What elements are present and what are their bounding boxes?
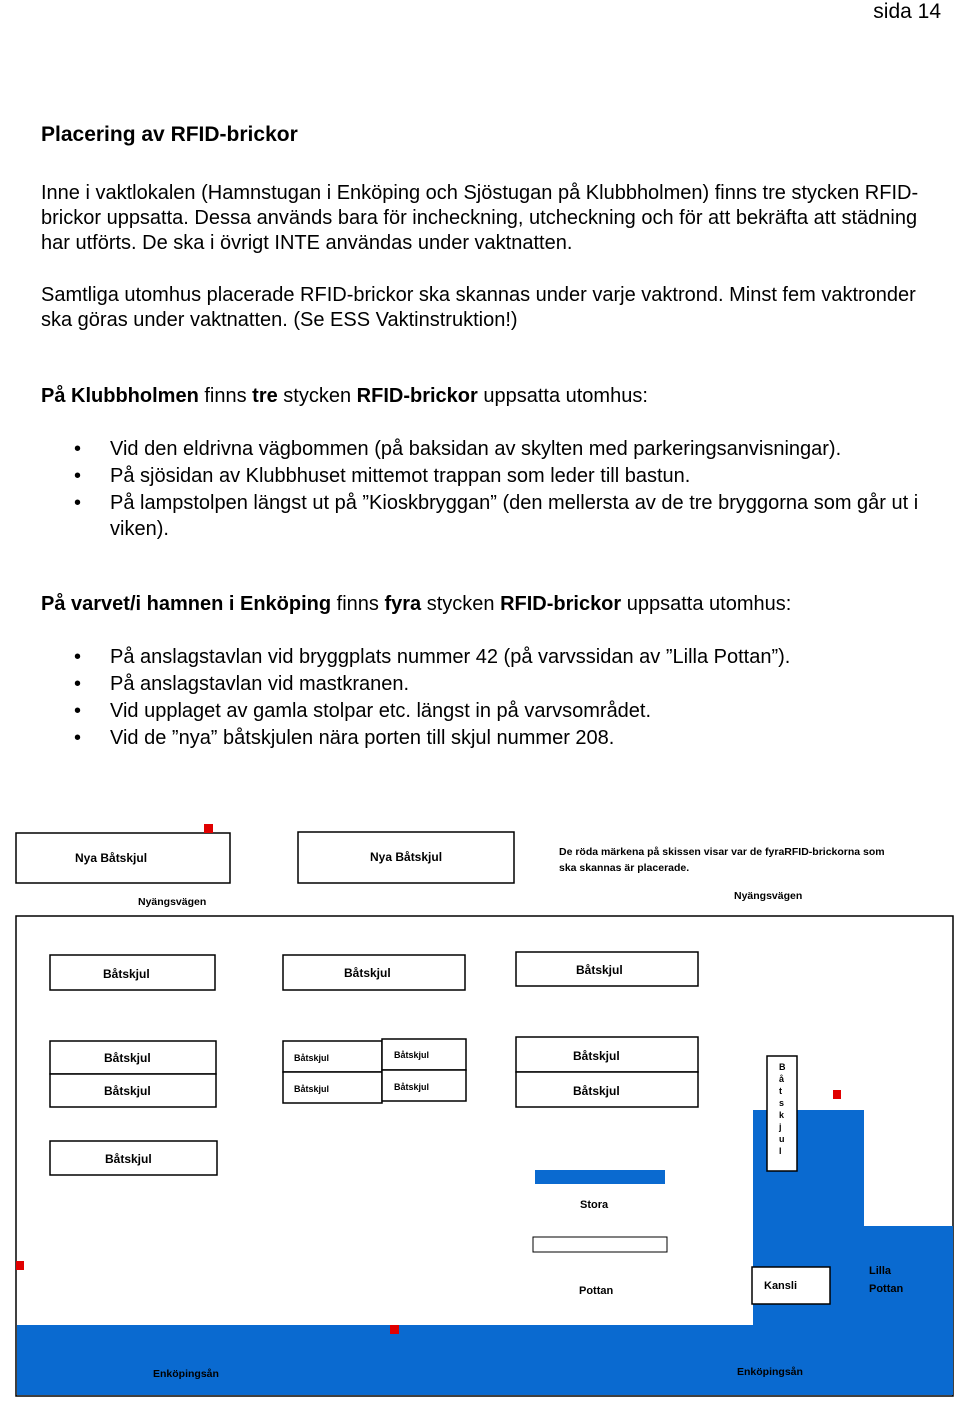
bullet-icon: •	[74, 673, 82, 695]
road-label-left: Nyängsvägen	[138, 896, 207, 908]
batskjul-label: Båtskjul	[344, 966, 391, 980]
bullet-icon: •	[74, 727, 82, 749]
bullet-icon: •	[74, 646, 82, 668]
klubbholmen-list	[41, 436, 940, 543]
intro-text: finns	[198, 385, 253, 407]
batskjul-label: Båtskjul	[104, 1051, 151, 1065]
list-item-text: På sjösidan av Klubbhuset mittemot trappan som leder till bastun.	[110, 465, 691, 487]
intro-text: stycken	[277, 385, 357, 407]
batskjul-label: Båtskjul	[573, 1049, 620, 1063]
list-item-text: På anslagstavlan vid bryggplats nummer 42 (på varvssidan av ”Lilla Pottan”).	[110, 646, 791, 668]
list-item	[41, 698, 940, 724]
list-item-text: På anslagstavlan vid mastkranen.	[110, 673, 410, 695]
bullet-icon: •	[74, 465, 82, 487]
intro-text: uppsatta utomhus:	[621, 593, 792, 615]
page-number: sida 14	[873, 0, 941, 23]
intro-bold-count: fyra	[384, 593, 422, 615]
batskjul-label: Båtskjul	[573, 1084, 620, 1098]
batskjul-label: Båtskjul	[104, 1084, 151, 1098]
batskjul-label: Båtskjul	[294, 1053, 330, 1063]
rfid-marker	[833, 1090, 841, 1099]
klubbholmen-intro	[41, 384, 930, 409]
harbor-sketch-map	[0, 800, 960, 1400]
batskjul-label: Båtskjul	[294, 1084, 330, 1094]
vertical-letter: u	[779, 1134, 785, 1144]
rfid-marker	[16, 1261, 24, 1270]
bullet-icon: •	[74, 438, 82, 460]
vertical-letter: k	[779, 1110, 785, 1120]
road-label-right: Nyängsvägen	[734, 890, 803, 902]
list-item	[41, 725, 940, 751]
batskjul-label: Båtskjul	[103, 967, 150, 981]
list-item	[41, 490, 940, 542]
vertical-letter: l	[779, 1146, 782, 1156]
rfid-marker	[204, 824, 213, 833]
enkoping-list	[41, 644, 940, 752]
intro-text: uppsatta utomhus:	[477, 385, 648, 407]
intro-bold-place: På varvet/i hamnen i Enköping	[41, 593, 332, 615]
bullet-icon: •	[74, 700, 82, 722]
batskjul-label: Båtskjul	[576, 963, 623, 977]
section-heading-wrap	[41, 122, 930, 147]
nya-batskjul-2-label: Nya Båtskjul	[370, 850, 443, 864]
map-note-line2: ska skannas är placerade.	[559, 862, 690, 874]
batskjul-label: Båtskjul	[394, 1050, 430, 1060]
paragraph-indoor-tags: Inne i vaktlokalen (Hamnstugan i Enköping och Sjöstugan på Klubbholmen) finns tre stycken RFID-brickor uppsatta. Dessa används bara för incheckning, utcheckning och för att bekräfta att städning har utförts. De ska i övrigt INTE användas under vaktnatten.	[41, 182, 919, 254]
vertical-letter: å	[779, 1074, 785, 1084]
rfid-marker	[390, 1325, 399, 1334]
lilla-pottan-label: Pottan	[869, 1283, 904, 1295]
river-label-right: Enköpingsån	[737, 1366, 803, 1378]
intro-text: stycken	[421, 593, 501, 615]
intro-bold-count: tre	[252, 385, 278, 407]
pottan-label: Pottan	[579, 1285, 614, 1297]
vertical-letter: s	[779, 1098, 785, 1108]
kansli-label: Kansli	[764, 1280, 798, 1292]
list-item	[41, 463, 940, 489]
paragraph-vaktronder: Samtliga utomhus placerade RFID-brickor ska skannas under varje vaktrond. Minst fem vaktronder ska göras under vaktnatten. (Se ESS Vaktinstruktion!)	[41, 284, 916, 331]
bullet-icon: •	[74, 492, 82, 514]
list-item	[41, 644, 940, 670]
intro-bold-tags: RFID-brickor	[356, 385, 478, 407]
list-item	[41, 436, 940, 462]
river-label-left: Enköpingsån	[153, 1368, 219, 1380]
list-item	[41, 671, 940, 697]
enkoping-intro	[41, 592, 930, 617]
pier	[533, 1237, 667, 1252]
vertical-letter: t	[779, 1086, 782, 1096]
harbor-sketch-svg	[0, 800, 960, 1400]
batskjul-label: Båtskjul	[105, 1152, 152, 1166]
map-note-line1: De röda märkena på skissen visar var de fyraRFID-brickorna som	[559, 846, 885, 858]
vertical-letter: j	[779, 1122, 782, 1132]
lilla-label: Lilla	[869, 1265, 892, 1277]
nya-batskjul-1-label: Nya Båtskjul	[75, 851, 148, 865]
vertical-letter: B	[779, 1062, 786, 1072]
intro-bold-tags: RFID-brickor	[500, 593, 622, 615]
page-title: Placering av RFID-brickor	[41, 123, 298, 146]
rounds-paragraph	[41, 283, 930, 333]
intro-bold-place: På Klubbholmen	[41, 385, 199, 407]
stora-label: Stora	[580, 1199, 609, 1211]
list-item-text: På lampstolpen längst ut på ”Kioskbryggan” (den mellersta av de tre bryggorna som går ut i viken).	[110, 492, 919, 540]
list-item-text: Vid de ”nya” båtskjulen nära porten till skjul nummer 208.	[110, 727, 615, 749]
intro-paragraph	[41, 181, 930, 256]
list-item-text: Vid upplaget av gamla stolpar etc. längst in på varvsområdet.	[110, 700, 652, 722]
batskjul-label: Båtskjul	[394, 1082, 430, 1092]
intro-text: finns	[331, 593, 385, 615]
list-item-text: Vid den eldrivna vägbommen (på baksidan av skylten med parkeringsanvisningar).	[110, 438, 842, 460]
